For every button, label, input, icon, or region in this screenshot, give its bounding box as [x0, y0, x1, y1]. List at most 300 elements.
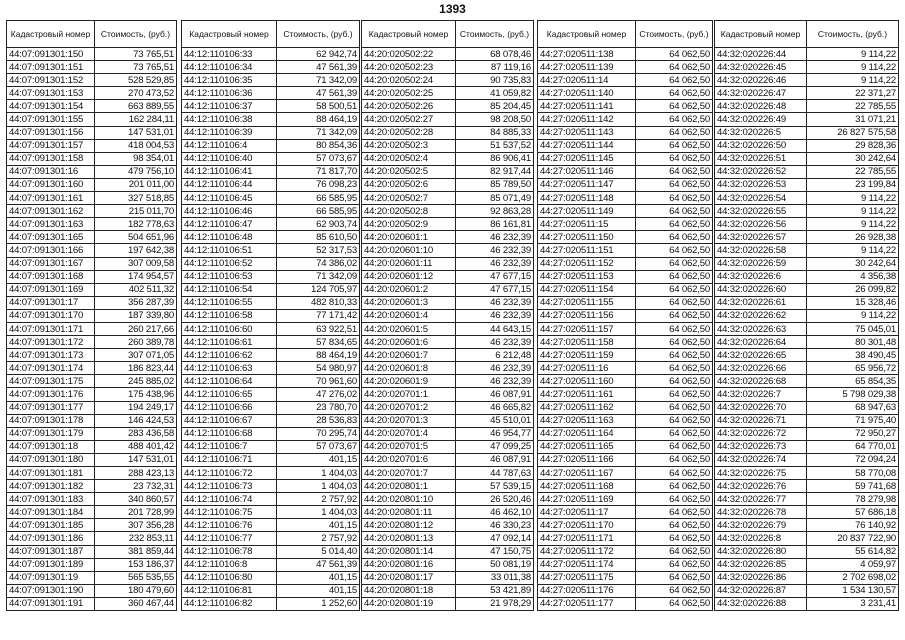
cost-cell: 46 232,39 — [456, 309, 534, 322]
table-row — [7, 558, 177, 571]
cost-cell: 45 510,01 — [456, 414, 534, 427]
cadastral-number-cell: 44:07:091301:167 — [7, 257, 95, 270]
table-row — [538, 427, 713, 440]
cadastral-number-cell: 44:07:091301:171 — [7, 322, 95, 335]
table-row — [7, 467, 177, 480]
table-row — [7, 152, 177, 165]
cost-cell: 64 062,50 — [636, 296, 713, 309]
cadastral-number-cell: 44:27:020511:162 — [538, 401, 636, 414]
table-row — [182, 440, 360, 453]
cadastral-number-cell: 44:20:020502:3 — [362, 139, 456, 152]
cadastral-number-cell: 44:32:020226:58 — [715, 244, 807, 257]
cost-cell: 66 585,95 — [277, 192, 360, 205]
table-row — [715, 218, 899, 231]
table-row — [7, 270, 177, 283]
cadastral-number-cell: 44:20:020601:1 — [362, 231, 456, 244]
cost-cell: 88 464,19 — [277, 349, 360, 362]
table-row — [182, 336, 360, 349]
cadastral-number-cell: 44:32:020226:54 — [715, 192, 807, 205]
cadastral-number-cell: 44:27:020511:144 — [538, 139, 636, 152]
table-row — [182, 74, 360, 87]
table-row — [7, 231, 177, 244]
cost-cell: 72 950,27 — [807, 427, 899, 440]
cadastral-number-cell: 44:32:020226:75 — [715, 467, 807, 480]
cadastral-number-cell: 44:12:110106:77 — [182, 532, 277, 545]
cadastral-number-cell: 44:12:110106:63 — [182, 362, 277, 375]
cadastral-number-cell: 44:20:020801:13 — [362, 532, 456, 545]
table-row — [362, 440, 534, 453]
cadastral-number-cell: 44:32:020226:86 — [715, 571, 807, 584]
cost-cell: 174 954,57 — [95, 270, 177, 283]
table-row — [715, 126, 899, 139]
table-row — [7, 257, 177, 270]
cadastral-number-cell: 44:12:110106:8 — [182, 558, 277, 571]
cost-cell: 71 342,09 — [277, 126, 360, 139]
cadastral-number-cell: 44:12:110106:78 — [182, 545, 277, 558]
cadastral-number-cell: 44:20:020502:26 — [362, 100, 456, 113]
cadastral-number-cell: 44:12:110106:51 — [182, 244, 277, 257]
cadastral-number-cell: 44:20:020801:19 — [362, 597, 456, 610]
cost-cell: 62 903,74 — [277, 218, 360, 231]
table-row — [715, 87, 899, 100]
cadastral-number-cell: 44:27:020511:169 — [538, 493, 636, 506]
cost-cell: 85 789,50 — [456, 178, 534, 191]
table-row — [182, 467, 360, 480]
table-row — [715, 558, 899, 571]
table-row — [362, 139, 534, 152]
cost-cell: 68 947,63 — [807, 401, 899, 414]
table-row — [7, 113, 177, 126]
cost-cell: 64 062,50 — [636, 165, 713, 178]
table-row — [362, 571, 534, 584]
cost-cell: 5 014,40 — [277, 545, 360, 558]
cadastral-number-cell: 44:27:020511:151 — [538, 244, 636, 257]
table-row — [182, 584, 360, 597]
cadastral-number-cell: 44:20:020701:2 — [362, 401, 456, 414]
table-row — [182, 532, 360, 545]
cost-cell: 187 339,80 — [95, 309, 177, 322]
cadastral-number-cell: 44:27:020511:17 — [538, 506, 636, 519]
cost-cell: 9 114,22 — [807, 205, 899, 218]
cadastral-number-cell: 44:32:020226:59 — [715, 257, 807, 270]
cadastral-number-cell: 44:07:091301:156 — [7, 126, 95, 139]
cost-cell: 71 342,09 — [277, 270, 360, 283]
table-row — [362, 493, 534, 506]
cost-cell: 41 059,82 — [456, 87, 534, 100]
header-cost: Стоимость, (руб.) — [636, 21, 713, 48]
table-row — [182, 349, 360, 362]
cadastral-number-cell: 44:27:020511:150 — [538, 231, 636, 244]
table-row — [182, 244, 360, 257]
cost-cell: 64 062,50 — [636, 126, 713, 139]
table-row — [182, 270, 360, 283]
cadastral-number-cell: 44:12:110106:80 — [182, 571, 277, 584]
table-row — [182, 126, 360, 139]
table-row — [538, 467, 713, 480]
table-row — [7, 401, 177, 414]
cadastral-number-cell: 44:12:110106:61 — [182, 336, 277, 349]
cadastral-number-cell: 44:27:020511:149 — [538, 205, 636, 218]
cost-cell: 28 536,83 — [277, 414, 360, 427]
cadastral-number-cell: 44:12:110106:71 — [182, 453, 277, 466]
table-row — [362, 558, 534, 571]
cost-cell: 51 537,52 — [456, 139, 534, 152]
cadastral-number-cell: 44:20:020801:1 — [362, 480, 456, 493]
cost-cell: 47 677,15 — [456, 283, 534, 296]
cadastral-number-cell: 44:27:020511:142 — [538, 113, 636, 126]
cost-cell: 9 114,22 — [807, 61, 899, 74]
table-row — [7, 139, 177, 152]
table-row — [538, 584, 713, 597]
cadastral-number-cell: 44:27:020511:164 — [538, 427, 636, 440]
table-row — [715, 388, 899, 401]
cost-cell: 63 922,51 — [277, 322, 360, 335]
cadastral-number-cell: 44:27:020511:170 — [538, 519, 636, 532]
cost-cell: 64 062,50 — [636, 231, 713, 244]
table-header-row — [182, 21, 360, 48]
cost-cell: 57 539,15 — [456, 480, 534, 493]
cost-cell: 64 062,50 — [636, 322, 713, 335]
cost-cell: 46 087,91 — [456, 453, 534, 466]
table-row — [538, 440, 713, 453]
table-row — [538, 205, 713, 218]
cadastral-number-cell: 44:07:091301:161 — [7, 192, 95, 205]
cadastral-number-cell: 44:32:020226:7 — [715, 388, 807, 401]
table-row — [538, 322, 713, 335]
cadastral-number-cell: 44:12:110106:46 — [182, 205, 277, 218]
cost-cell: 260 389,78 — [95, 336, 177, 349]
cost-cell: 46 087,91 — [456, 388, 534, 401]
cost-cell: 1 404,03 — [277, 480, 360, 493]
cost-cell: 98 354,01 — [95, 152, 177, 165]
cost-cell: 22 785,55 — [807, 100, 899, 113]
cadastral-table-2 — [181, 20, 360, 611]
table-row — [362, 545, 534, 558]
cadastral-number-cell: 44:27:020511:156 — [538, 309, 636, 322]
cadastral-number-cell: 44:32:020226:73 — [715, 440, 807, 453]
table-row — [538, 493, 713, 506]
table-row — [538, 532, 713, 545]
cadastral-number-cell: 44:07:091301:187 — [7, 545, 95, 558]
table-row — [715, 375, 899, 388]
cost-cell: 47 677,15 — [456, 270, 534, 283]
cost-cell: 50 081,19 — [456, 558, 534, 571]
table-row — [7, 453, 177, 466]
cadastral-number-cell: 44:07:091301:157 — [7, 139, 95, 152]
table-row — [7, 48, 177, 61]
table-row — [7, 126, 177, 139]
cost-cell: 46 232,39 — [456, 244, 534, 257]
table-row — [362, 244, 534, 257]
cost-cell: 87 119,16 — [456, 61, 534, 74]
cost-cell: 85 204,45 — [456, 100, 534, 113]
cadastral-number-cell: 44:12:110106:44 — [182, 178, 277, 191]
table-row — [362, 467, 534, 480]
table-row — [715, 336, 899, 349]
cost-cell: 197 642,38 — [95, 244, 177, 257]
table-row — [7, 205, 177, 218]
cost-cell: 64 062,50 — [636, 48, 713, 61]
table-row — [362, 427, 534, 440]
table-header-row — [715, 21, 899, 48]
cadastral-number-cell: 44:12:110106:33 — [182, 48, 277, 61]
cost-cell: 46 232,39 — [456, 257, 534, 270]
cadastral-number-cell: 44:20:020601:10 — [362, 244, 456, 257]
table-row — [715, 48, 899, 61]
table-row — [182, 87, 360, 100]
table-row — [715, 401, 899, 414]
cost-cell: 64 062,50 — [636, 545, 713, 558]
cadastral-number-cell: 44:27:020511:140 — [538, 87, 636, 100]
cost-cell: 260 217,66 — [95, 322, 177, 335]
cost-cell: 71 817,70 — [277, 165, 360, 178]
cost-cell: 5 798 029,38 — [807, 388, 899, 401]
table-row — [7, 388, 177, 401]
cadastral-number-cell: 44:12:110106:72 — [182, 467, 277, 480]
cost-cell: 146 424,53 — [95, 414, 177, 427]
cadastral-number-cell: 44:07:091301:153 — [7, 87, 95, 100]
cadastral-number-cell: 44:12:110106:37 — [182, 100, 277, 113]
cost-cell: 64 062,50 — [636, 113, 713, 126]
cost-cell: 162 284,11 — [95, 113, 177, 126]
table-row — [538, 336, 713, 349]
cadastral-number-cell: 44:20:020801:10 — [362, 493, 456, 506]
cost-cell: 488 401,42 — [95, 440, 177, 453]
cost-cell: 64 062,50 — [636, 453, 713, 466]
cost-cell: 64 062,50 — [636, 218, 713, 231]
cadastral-number-cell: 44:27:020511:157 — [538, 322, 636, 335]
cadastral-number-cell: 44:32:020226:55 — [715, 205, 807, 218]
table-row — [362, 309, 534, 322]
table-header-row — [362, 21, 534, 48]
cadastral-number-cell: 44:32:020226:56 — [715, 218, 807, 231]
cost-cell: 401,15 — [277, 519, 360, 532]
cadastral-number-cell: 44:07:091301:175 — [7, 375, 95, 388]
cost-cell: 2 757,92 — [277, 493, 360, 506]
cost-cell: 1 404,03 — [277, 506, 360, 519]
cost-cell: 401,15 — [277, 584, 360, 597]
table-row — [715, 453, 899, 466]
table-row — [182, 231, 360, 244]
cost-cell: 1 252,60 — [277, 597, 360, 610]
table-row — [362, 205, 534, 218]
table-row — [7, 493, 177, 506]
table-row — [7, 218, 177, 231]
cadastral-number-cell: 44:20:020502:23 — [362, 61, 456, 74]
table-row — [538, 597, 713, 610]
cost-cell: 85 071,49 — [456, 192, 534, 205]
cadastral-number-cell: 44:27:020511:145 — [538, 152, 636, 165]
cost-cell: 64 062,50 — [636, 571, 713, 584]
cadastral-number-cell: 44:20:020601:5 — [362, 322, 456, 335]
table-row — [7, 61, 177, 74]
cost-cell: 15 328,46 — [807, 296, 899, 309]
cadastral-number-cell: 44:12:110106:74 — [182, 493, 277, 506]
table-row — [182, 545, 360, 558]
cost-cell: 65 956,72 — [807, 362, 899, 375]
table-row — [715, 165, 899, 178]
cadastral-number-cell: 44:20:020502:7 — [362, 192, 456, 205]
cadastral-number-cell: 44:32:020226:47 — [715, 87, 807, 100]
cost-cell: 64 062,50 — [636, 427, 713, 440]
cost-cell: 360 467,44 — [95, 597, 177, 610]
table-row — [715, 270, 899, 283]
cost-cell: 340 860,57 — [95, 493, 177, 506]
cadastral-number-cell: 44:07:091301:181 — [7, 467, 95, 480]
cost-cell: 194 249,17 — [95, 401, 177, 414]
table-header-row — [538, 21, 713, 48]
cadastral-number-cell: 44:27:020511:155 — [538, 296, 636, 309]
cadastral-number-cell: 44:07:091301:162 — [7, 205, 95, 218]
cost-cell: 1 404,03 — [277, 467, 360, 480]
table-row — [7, 427, 177, 440]
table-row — [182, 192, 360, 205]
cadastral-number-cell: 44:07:091301:165 — [7, 231, 95, 244]
cadastral-number-cell: 44:32:020226:70 — [715, 401, 807, 414]
cost-cell: 26 520,46 — [456, 493, 534, 506]
cost-cell: 72 094,24 — [807, 453, 899, 466]
table-row — [715, 192, 899, 205]
cost-cell: 64 062,50 — [636, 388, 713, 401]
cadastral-number-cell: 44:07:091301:169 — [7, 283, 95, 296]
cadastral-number-cell: 44:20:020502:9 — [362, 218, 456, 231]
table-row — [362, 453, 534, 466]
cadastral-number-cell: 44:12:110106:45 — [182, 192, 277, 205]
cost-cell: 33 011,38 — [456, 571, 534, 584]
table-row — [538, 283, 713, 296]
cadastral-number-cell: 44:20:020601:9 — [362, 375, 456, 388]
table-row — [7, 362, 177, 375]
table-row — [182, 100, 360, 113]
table-row — [538, 178, 713, 191]
table-row — [7, 100, 177, 113]
table-row — [538, 453, 713, 466]
table-row — [362, 165, 534, 178]
cadastral-number-cell: 44:27:020511:141 — [538, 100, 636, 113]
cost-cell: 64 062,50 — [636, 375, 713, 388]
cadastral-number-cell: 44:27:020511:175 — [538, 571, 636, 584]
cadastral-number-cell: 44:20:020502:5 — [362, 165, 456, 178]
cost-cell: 46 462,10 — [456, 506, 534, 519]
cost-cell: 479 756,10 — [95, 165, 177, 178]
cadastral-number-cell: 44:27:020511:166 — [538, 453, 636, 466]
cadastral-number-cell: 44:32:020226:71 — [715, 414, 807, 427]
cost-cell: 283 436,58 — [95, 427, 177, 440]
cost-cell: 74 386,02 — [277, 257, 360, 270]
cost-cell: 64 062,50 — [636, 349, 713, 362]
cost-cell: 71 975,40 — [807, 414, 899, 427]
cadastral-number-cell: 44:32:020226:57 — [715, 231, 807, 244]
table-row — [715, 467, 899, 480]
cadastral-number-cell: 44:12:110106:52 — [182, 257, 277, 270]
table-row — [182, 493, 360, 506]
cadastral-number-cell: 44:32:020226:8 — [715, 532, 807, 545]
table-row — [7, 244, 177, 257]
cost-cell: 23 780,70 — [277, 401, 360, 414]
cost-cell: 46 330,23 — [456, 519, 534, 532]
cadastral-number-cell: 44:12:110106:55 — [182, 296, 277, 309]
table-row — [182, 427, 360, 440]
cost-cell: 64 062,50 — [636, 74, 713, 87]
table-row — [362, 414, 534, 427]
cadastral-number-cell: 44:27:020511:152 — [538, 257, 636, 270]
table-row — [362, 61, 534, 74]
cost-cell: 46 954,77 — [456, 427, 534, 440]
cost-cell: 22 371,27 — [807, 87, 899, 100]
cost-cell: 30 242,64 — [807, 152, 899, 165]
cadastral-number-cell: 44:07:091301:184 — [7, 506, 95, 519]
cadastral-number-cell: 44:32:020226:65 — [715, 349, 807, 362]
table-row — [715, 178, 899, 191]
cadastral-number-cell: 44:07:091301:186 — [7, 532, 95, 545]
cost-cell: 59 741,68 — [807, 480, 899, 493]
cadastral-number-cell: 44:12:110106:34 — [182, 61, 277, 74]
cadastral-number-cell: 44:27:020511:14 — [538, 74, 636, 87]
cadastral-number-cell: 44:20:020601:8 — [362, 362, 456, 375]
cost-cell: 76 140,92 — [807, 519, 899, 532]
table-row — [182, 597, 360, 610]
cadastral-number-cell: 44:27:020511:147 — [538, 178, 636, 191]
cadastral-number-cell: 44:07:091301:160 — [7, 178, 95, 191]
cadastral-number-cell: 44:07:091301:166 — [7, 244, 95, 257]
table-row — [7, 283, 177, 296]
table-row — [182, 414, 360, 427]
table-row — [362, 178, 534, 191]
cadastral-number-cell: 44:07:091301:154 — [7, 100, 95, 113]
cost-cell: 64 062,50 — [636, 87, 713, 100]
cadastral-number-cell: 44:32:020226:44 — [715, 48, 807, 61]
cost-cell: 47 092,14 — [456, 532, 534, 545]
cost-cell: 29 828,36 — [807, 139, 899, 152]
cost-cell: 70 961,60 — [277, 375, 360, 388]
cadastral-number-cell: 44:20:020701:4 — [362, 427, 456, 440]
table-row — [715, 427, 899, 440]
cadastral-number-cell: 44:27:020511:143 — [538, 126, 636, 139]
cadastral-number-cell: 44:20:020701:6 — [362, 453, 456, 466]
cost-cell: 245 885,02 — [95, 375, 177, 388]
cadastral-number-cell: 44:20:020801:11 — [362, 506, 456, 519]
cadastral-number-cell: 44:32:020226:61 — [715, 296, 807, 309]
cadastral-number-cell: 44:32:020226:88 — [715, 597, 807, 610]
cost-cell: 9 114,22 — [807, 48, 899, 61]
cadastral-number-cell: 44:07:091301:176 — [7, 388, 95, 401]
cost-cell: 64 062,50 — [636, 532, 713, 545]
header-cost: Стоимость, (руб.) — [277, 21, 360, 48]
cadastral-number-cell: 44:27:020511:172 — [538, 545, 636, 558]
cost-cell: 2 702 698,02 — [807, 571, 899, 584]
table-row — [182, 362, 360, 375]
table-row — [715, 231, 899, 244]
table-row — [182, 453, 360, 466]
cost-cell: 57 834,65 — [277, 336, 360, 349]
table-row — [715, 61, 899, 74]
cadastral-number-cell: 44:20:020601:7 — [362, 349, 456, 362]
table-row — [362, 322, 534, 335]
cadastral-number-cell: 44:32:020226:87 — [715, 584, 807, 597]
cadastral-number-cell: 44:12:110106:36 — [182, 87, 277, 100]
cadastral-number-cell: 44:12:110106:58 — [182, 309, 277, 322]
table-row — [715, 414, 899, 427]
header-cadastral-number: Кадастровый номер — [182, 21, 277, 48]
cost-cell: 147 531,01 — [95, 453, 177, 466]
table-row — [538, 545, 713, 558]
cadastral-number-cell: 44:27:020511:161 — [538, 388, 636, 401]
cost-cell: 401,15 — [277, 453, 360, 466]
cost-cell: 66 585,95 — [277, 205, 360, 218]
cost-cell: 528 529,85 — [95, 74, 177, 87]
cadastral-number-cell: 44:20:020601:2 — [362, 283, 456, 296]
header-cadastral-number: Кадастровый номер — [538, 21, 636, 48]
